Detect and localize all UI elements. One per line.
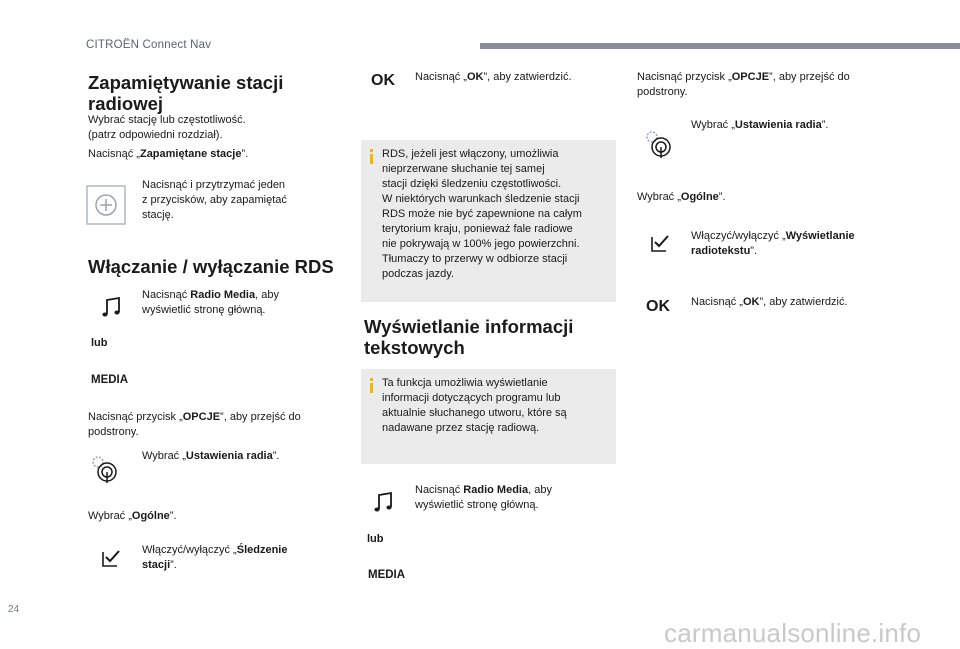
media-button-label: MEDIA xyxy=(91,374,129,386)
checkbox-icon xyxy=(101,548,121,568)
ok-icon-label-2: OK xyxy=(646,298,670,315)
note-radiotext xyxy=(361,369,616,464)
checkbox-icon xyxy=(650,233,670,253)
text-select-radio-settings-2: Wybrać „Ustawienia radia”. xyxy=(691,119,829,131)
heading-rds: Włączanie / wyłączanie RDS xyxy=(88,256,334,277)
radio-settings-icon xyxy=(643,128,673,158)
page-header-title: CITROËN Connect Nav xyxy=(86,39,212,51)
music-note-icon xyxy=(100,296,124,320)
text-toggle-station-tracking: Włączyć/wyłączyć „Śledzenie stacji”. xyxy=(142,544,288,571)
note-rds xyxy=(361,140,616,302)
text-press-presets: Nacisnąć „Zapamiętane stacje”. xyxy=(88,148,249,160)
text-hold-preset: Nacisnąć i przytrzymać jeden z przycisków, aby zapamiętać stację. xyxy=(142,179,287,221)
text-press-options: Nacisnąć przycisk „OPCJE”, aby przejść do podstrony. xyxy=(88,411,301,438)
text-press-ok: Nacisnąć „OK”, aby zatwierdzić. xyxy=(415,71,572,83)
info-icon xyxy=(370,378,373,393)
radio-settings-icon xyxy=(89,453,119,483)
text-press-ok-2: Nacisnąć „OK”, aby zatwierdzić. xyxy=(691,296,848,308)
note-rds-text: RDS, jeżeli jest włączony, umożliwia nieprzerwane słuchanie tej samej stacji dzięki śledzeniu częstotliwości. W niektórych warunkach śledzenie stacji RDS może nie być zapewnione na całym terytorium kraju, ponieważ fale radiowe nie pokrywają w 100% jego powierzchni. Tłumaczy to przerwy w odbiorze stacji podczas jazdy. xyxy=(382,148,582,280)
text-toggle-radiotext: Włączyć/wyłączyć „Wyświetlanie radiotekstu”. xyxy=(691,230,855,257)
header-rule xyxy=(480,43,960,49)
ok-icon-label: OK xyxy=(371,72,395,89)
note-radiotext-text: Ta funkcja umożliwia wyświetlanie informacji dotyczących programu lub aktualnie słuchanego utworu, które są nadawane przez stację radiową. xyxy=(382,377,567,434)
text-or-2: lub xyxy=(367,533,384,545)
text-select-general: Wybrać „Ogólne”. xyxy=(88,510,177,522)
watermark: carmanualsonline.info xyxy=(664,618,922,648)
heading-station-memory: Zapamiętywanie stacji radiowej xyxy=(88,72,284,114)
text-select-station: Wybrać stację lub częstotliwość. xyxy=(88,114,246,126)
text-or: lub xyxy=(91,337,108,349)
music-note-icon xyxy=(372,491,396,515)
add-preset-icon xyxy=(86,185,126,225)
text-press-radio-media-2: Nacisnąć Radio Media, aby wyświetlić stronę główną. xyxy=(415,484,552,511)
info-icon xyxy=(370,149,373,164)
text-see-chapter: (patrz odpowiedni rozdział). xyxy=(88,129,223,141)
text-select-general-2: Wybrać „Ogólne”. xyxy=(637,191,726,203)
text-press-radio-media: Nacisnąć Radio Media, aby wyświetlić stronę główną. xyxy=(142,289,279,316)
media-button-label-2: MEDIA xyxy=(368,569,406,581)
heading-text-info: Wyświetlanie informacji tekstowych xyxy=(364,316,574,358)
page-number: 24 xyxy=(8,604,20,615)
text-press-options-2: Nacisnąć przycisk „OPCJE”, aby przejść do podstrony. xyxy=(637,71,850,98)
text-select-radio-settings: Wybrać „Ustawienia radia”. xyxy=(142,450,280,462)
